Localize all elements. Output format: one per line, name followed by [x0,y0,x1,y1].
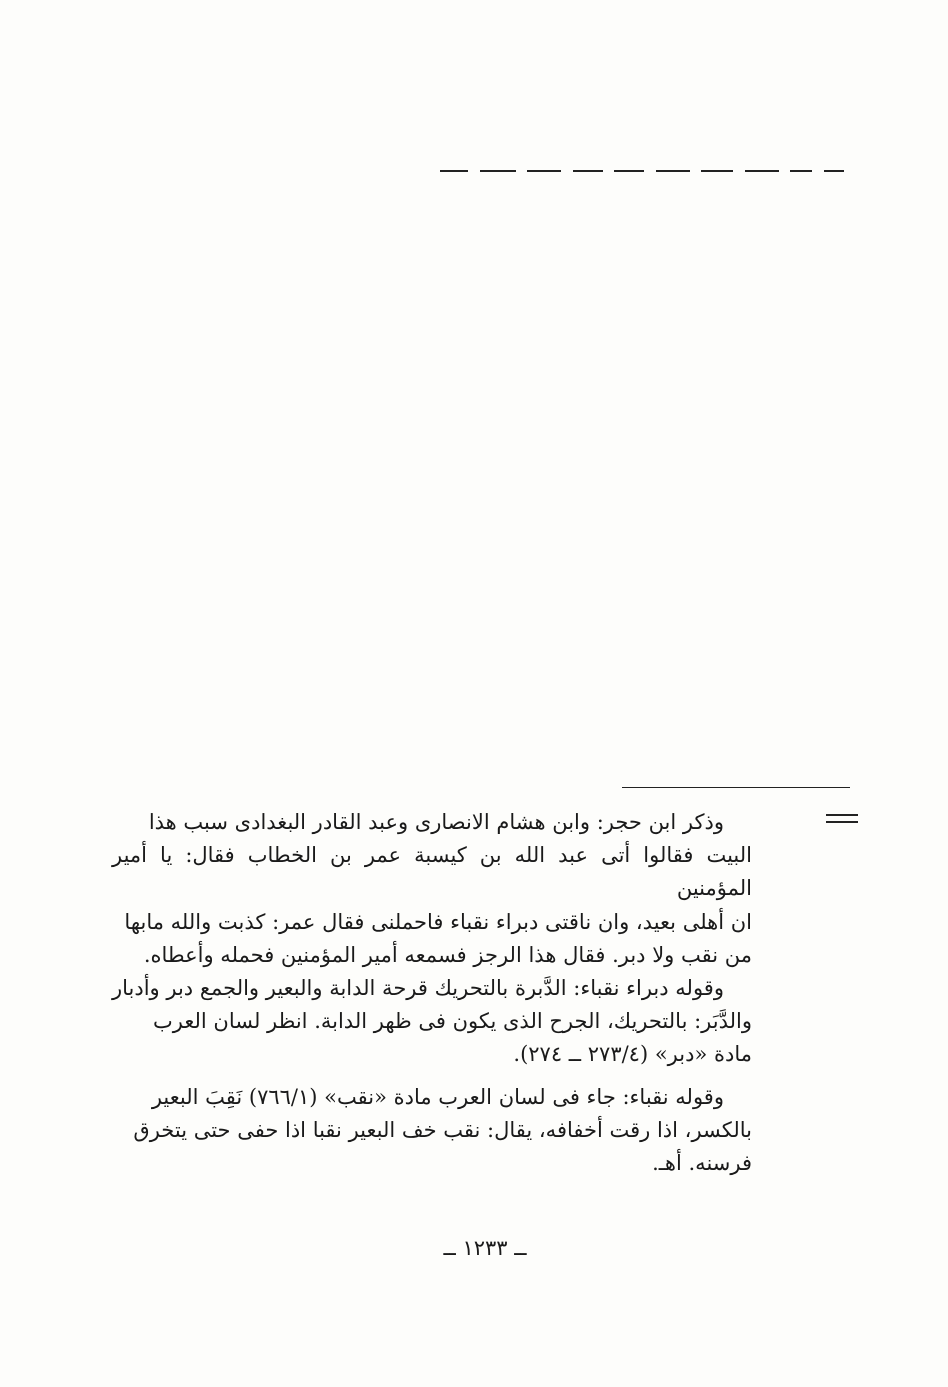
dash [480,170,516,172]
dash [824,170,844,172]
dash [527,170,561,172]
footnote-line: فرسنه. أهـ. [652,1151,752,1176]
page-number: ــ ١٢٣٣ ــ [443,1236,527,1260]
dash [790,170,812,172]
footnote-line: وقوله دبراء نقباء: الدَّبرة بالتحريك قرحة الدابة والبعير والجمع دبر وأدبار [111,976,724,1001]
footnote-line: وقوله نقباء: جاء فى لسان العرب مادة «نقب» (٧٦٦/١) نَقِبَ البعير [151,1084,724,1109]
dash [701,170,733,172]
footnote-line: وذكر ابن حجر: وابن هشام الانصارى وعبد القادر البغدادى سبب هذا [148,810,724,834]
footnote-separator-rule [622,787,850,788]
footnote-line: ان أهلى بعيد، وان ناقتى دبراء نقباء فاحملنى فقال عمر: كذبت والله مابها [124,909,752,934]
footnote-line: والدَّبَر: بالتحريك، الجرح الذى يكون فى ظهر الدابة. انظر لسان العرب [153,1009,752,1034]
marker-line [826,814,858,816]
dash [440,170,468,172]
continuation-dashes [440,170,844,172]
dash [745,170,779,172]
dash [656,170,690,172]
dash [573,170,603,172]
footnote-line: مادة «دبر» (٢٧٣/٤ ــ ٢٧٤). [513,1042,752,1067]
footnote-line: بالكسر، اذا رقت أخفافه، يقال: نقب خف البعير نقبا اذا حفى حتى يتخرق [133,1117,752,1142]
footnote-line: البيت فقالوا أتى عبد الله بن كيسبة عمر بن الخطاب فقال: يا أمير المؤمنين [112,843,752,901]
dash [614,170,644,172]
footnote-marker [826,814,858,823]
footnote-text [112,806,752,1180]
marker-line [826,821,858,823]
footnote-line: من نقب ولا دبر. فقال هذا الرجز فسمعه أمير المؤمنين فحمله وأعطاه. [143,942,752,967]
